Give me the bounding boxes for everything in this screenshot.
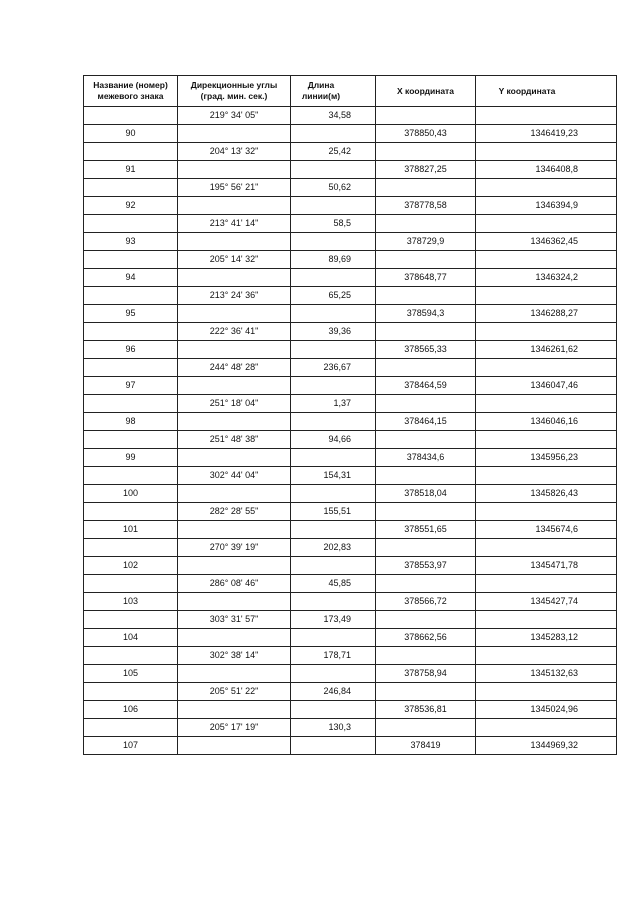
empty-cell [291,557,376,575]
y-coordinate: 1345283,12 [476,629,617,647]
line-length: 25,42 [291,143,376,161]
segment-row [84,539,617,557]
line-length: 130,3 [291,719,376,737]
header-row [84,76,617,107]
empty-cell [376,215,476,233]
x-coordinate: 378827,25 [376,161,476,179]
direction-angle: 251° 48' 38" [178,431,291,449]
point-name: 91 [84,161,178,179]
empty-cell [178,449,291,467]
empty-cell [178,665,291,683]
empty-cell [178,341,291,359]
direction-angle: 282° 28' 55" [178,503,291,521]
line-length: 173,49 [291,611,376,629]
empty-cell [84,647,178,665]
empty-cell [84,683,178,701]
table-body [84,107,617,755]
segment-row [84,323,617,341]
x-coordinate: 378565,33 [376,341,476,359]
empty-cell [376,395,476,413]
x-coordinate: 378419 [376,737,476,755]
empty-cell [84,539,178,557]
empty-cell [178,737,291,755]
empty-cell [476,539,617,557]
empty-cell [84,503,178,521]
line-length: 154,31 [291,467,376,485]
x-coordinate: 378729,9 [376,233,476,251]
x-coordinate: 378758,94 [376,665,476,683]
x-coordinate: 378778,58 [376,197,476,215]
point-row [84,377,617,395]
x-coordinate: 378518,04 [376,485,476,503]
empty-cell [178,629,291,647]
empty-cell [476,251,617,269]
empty-cell [376,719,476,737]
direction-angle: 213° 41' 14" [178,215,291,233]
empty-cell [291,737,376,755]
empty-cell [376,359,476,377]
direction-angle: 219° 34' 05" [178,107,291,125]
empty-cell [376,287,476,305]
point-row [84,485,617,503]
point-row [84,341,617,359]
segment-row [84,287,617,305]
segment-row [84,611,617,629]
point-name: 96 [84,341,178,359]
empty-cell [376,179,476,197]
segment-row [84,431,617,449]
x-coordinate: 378551,65 [376,521,476,539]
point-name: 98 [84,413,178,431]
empty-cell [178,557,291,575]
direction-angle: 302° 38' 14" [178,647,291,665]
empty-cell [476,431,617,449]
segment-row [84,107,617,125]
line-length: 45,85 [291,575,376,593]
direction-angle: 251° 18' 04" [178,395,291,413]
empty-cell [476,503,617,521]
segment-row [84,467,617,485]
direction-angle: 286° 08' 46" [178,575,291,593]
empty-cell [376,683,476,701]
empty-cell [178,521,291,539]
x-coordinate: 378464,15 [376,413,476,431]
point-name: 107 [84,737,178,755]
direction-angle: 303° 31' 57" [178,611,291,629]
direction-angle: 205° 51' 22" [178,683,291,701]
x-coordinate: 378850,43 [376,125,476,143]
point-name: 103 [84,593,178,611]
point-name: 104 [84,629,178,647]
empty-cell [376,467,476,485]
empty-cell [84,179,178,197]
segment-row [84,359,617,377]
empty-cell [476,575,617,593]
segment-row [84,575,617,593]
line-length: 94,66 [291,431,376,449]
line-length: 1,37 [291,395,376,413]
x-coordinate: 378434,6 [376,449,476,467]
empty-cell [291,701,376,719]
direction-angle: 205° 14' 32" [178,251,291,269]
empty-cell [376,575,476,593]
point-row [84,161,617,179]
empty-cell [291,125,376,143]
header-y: Y координата [476,76,617,107]
empty-cell [476,287,617,305]
point-name: 101 [84,521,178,539]
point-row [84,449,617,467]
segment-row [84,143,617,161]
point-row [84,521,617,539]
y-coordinate: 1346046,16 [476,413,617,431]
empty-cell [476,395,617,413]
empty-cell [291,521,376,539]
empty-cell [291,305,376,323]
y-coordinate: 1346288,27 [476,305,617,323]
x-coordinate: 378553,97 [376,557,476,575]
point-row [84,197,617,215]
y-coordinate: 1344969,32 [476,737,617,755]
line-length: 50,62 [291,179,376,197]
empty-cell [476,179,617,197]
empty-cell [376,539,476,557]
empty-cell [84,719,178,737]
empty-cell [376,503,476,521]
y-coordinate: 1345826,43 [476,485,617,503]
empty-cell [178,197,291,215]
point-row [84,737,617,755]
empty-cell [178,413,291,431]
empty-cell [291,593,376,611]
point-row [84,305,617,323]
line-length: 202,83 [291,539,376,557]
segment-row [84,503,617,521]
empty-cell [376,611,476,629]
line-length: 34,58 [291,107,376,125]
empty-cell [84,431,178,449]
direction-angle: 244° 48' 28" [178,359,291,377]
direction-angle: 213° 24' 36" [178,287,291,305]
empty-cell [476,215,617,233]
empty-cell [476,611,617,629]
segment-row [84,647,617,665]
empty-cell [84,611,178,629]
empty-cell [178,233,291,251]
point-name: 100 [84,485,178,503]
empty-cell [84,215,178,233]
header-length: Длина линии(м) [291,76,376,107]
segment-row [84,251,617,269]
point-name: 99 [84,449,178,467]
x-coordinate: 378464,59 [376,377,476,395]
y-coordinate: 1346362,45 [476,233,617,251]
header-name: Название (номер) межевого знака [84,76,178,107]
segment-row [84,683,617,701]
segment-row [84,215,617,233]
point-name: 94 [84,269,178,287]
line-length: 58,5 [291,215,376,233]
empty-cell [476,719,617,737]
line-length: 178,71 [291,647,376,665]
point-name: 92 [84,197,178,215]
point-row [84,125,617,143]
empty-cell [291,413,376,431]
direction-angle: 195° 56' 21" [178,179,291,197]
y-coordinate: 1346394,9 [476,197,617,215]
point-row [84,269,617,287]
x-coordinate: 378566,72 [376,593,476,611]
x-coordinate: 378648,77 [376,269,476,287]
empty-cell [291,341,376,359]
empty-cell [178,377,291,395]
segment-row [84,719,617,737]
y-coordinate: 1346324,2 [476,269,617,287]
y-coordinate: 1345024,96 [476,701,617,719]
empty-cell [291,665,376,683]
empty-cell [376,251,476,269]
y-coordinate: 1345132,63 [476,665,617,683]
empty-cell [376,323,476,341]
empty-cell [178,269,291,287]
empty-cell [84,107,178,125]
line-length: 89,69 [291,251,376,269]
direction-angle: 222° 36' 41" [178,323,291,341]
line-length: 65,25 [291,287,376,305]
empty-cell [291,377,376,395]
y-coordinate: 1346047,46 [476,377,617,395]
point-name: 97 [84,377,178,395]
segment-row [84,395,617,413]
point-name: 90 [84,125,178,143]
empty-cell [376,431,476,449]
empty-cell [291,485,376,503]
empty-cell [84,287,178,305]
empty-cell [376,107,476,125]
empty-cell [84,395,178,413]
empty-cell [376,143,476,161]
point-row [84,413,617,431]
y-coordinate: 1346261,62 [476,341,617,359]
y-coordinate: 1345956,23 [476,449,617,467]
point-row [84,629,617,647]
empty-cell [178,593,291,611]
x-coordinate: 378536,81 [376,701,476,719]
empty-cell [476,107,617,125]
empty-cell [178,485,291,503]
y-coordinate: 1345427,74 [476,593,617,611]
point-name: 106 [84,701,178,719]
empty-cell [376,647,476,665]
empty-cell [84,251,178,269]
x-coordinate: 378662,56 [376,629,476,647]
empty-cell [476,143,617,161]
empty-cell [476,683,617,701]
line-length: 246,84 [291,683,376,701]
point-name: 102 [84,557,178,575]
point-row [84,665,617,683]
direction-angle: 270° 39' 19" [178,539,291,557]
empty-cell [476,323,617,341]
point-name: 93 [84,233,178,251]
empty-cell [84,575,178,593]
segment-row [84,179,617,197]
direction-angle: 302° 44' 04" [178,467,291,485]
empty-cell [178,161,291,179]
line-length: 39,36 [291,323,376,341]
point-row [84,701,617,719]
empty-cell [84,359,178,377]
empty-cell [291,449,376,467]
empty-cell [291,629,376,647]
y-coordinate: 1346419,23 [476,125,617,143]
point-name: 95 [84,305,178,323]
empty-cell [178,125,291,143]
y-coordinate: 1345674,6 [476,521,617,539]
empty-cell [84,323,178,341]
point-name: 105 [84,665,178,683]
coordinates-table [83,75,617,755]
empty-cell [291,233,376,251]
x-coordinate: 378594,3 [376,305,476,323]
empty-cell [476,467,617,485]
empty-cell [291,269,376,287]
empty-cell [84,467,178,485]
point-row [84,593,617,611]
line-length: 236,67 [291,359,376,377]
line-length: 155,51 [291,503,376,521]
empty-cell [178,305,291,323]
y-coordinate: 1345471,78 [476,557,617,575]
header-x: X координата [376,76,476,107]
point-row [84,557,617,575]
point-row [84,233,617,251]
direction-angle: 205° 17' 19" [178,719,291,737]
empty-cell [178,701,291,719]
empty-cell [84,143,178,161]
empty-cell [476,647,617,665]
empty-cell [291,161,376,179]
header-angle: Дирекционные углы (град. мин. сек.) [178,76,291,107]
direction-angle: 204° 13' 32" [178,143,291,161]
y-coordinate: 1346408,8 [476,161,617,179]
empty-cell [476,359,617,377]
empty-cell [291,197,376,215]
